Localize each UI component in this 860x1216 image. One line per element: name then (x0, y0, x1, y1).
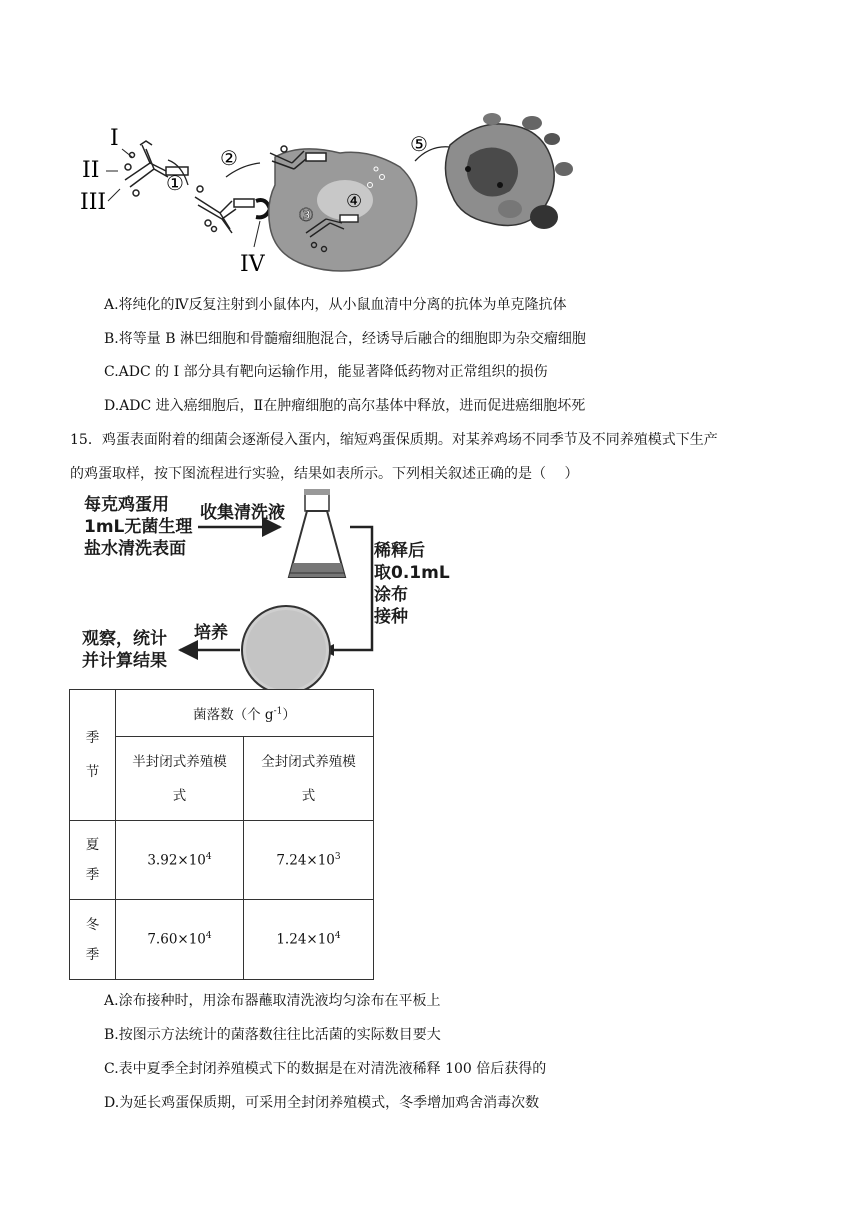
season-cell: 冬 季 (70, 900, 116, 980)
value-cell: $7.60\times 10^4$ (116, 900, 244, 980)
leader-line (108, 189, 120, 201)
option-b: B.将等量 B 淋巴细胞和骨髓瘤细胞混合，经诱导后融合的细胞即为杂交瘤细胞 (104, 331, 586, 347)
flow-step-collect: 收集清洗液 (200, 503, 285, 523)
flow-step-wash: 每克鸡蛋用 1mL无菌生理 盐水清洗表面 (84, 495, 193, 559)
step-1-label: ① (166, 171, 184, 195)
colony-count-header: 菌落数（个 $g^{-1}$） (116, 690, 374, 737)
season-cell: 夏 季 (70, 821, 116, 900)
value-cell: $3.92\times 10^4$ (116, 821, 244, 900)
dying-cancer-cell-icon (445, 113, 573, 229)
leader-line (254, 221, 260, 247)
option-a: A.涂布接种时，用涂布器蘸取清洗液均匀涂布在平板上 (104, 993, 441, 1009)
fully-closed-header: 全封闭式养殖模 式 (244, 737, 374, 821)
flow-step-culture: 培养 (194, 623, 228, 643)
option-c: C.表中夏季全封闭养殖模式下的数据是在对清洗液稀释 100 倍后获得的 (104, 1061, 547, 1077)
question-15-stem: 的鸡蛋取样，按下图流程进行实验，结果如表所示。下列相关叙述正确的是（ ） (70, 466, 579, 482)
step-4-label: ④ (346, 191, 363, 212)
table-row (70, 900, 374, 980)
flow-step-observe: 观察，统计 并计算结果 (82, 629, 167, 671)
semi-closed-header: 半封闭式养殖模 式 (116, 737, 244, 821)
label-IV: IV (240, 252, 265, 275)
value-cell: $7.24\times 10^3$ (244, 821, 374, 900)
step-5-label: ⑤ (410, 132, 428, 156)
colony-count-table (69, 689, 374, 980)
option-d: D.ADC 进入癌细胞后，Ⅱ在肿瘤细胞的高尔基体中释放，进而促进癌细胞坏死 (104, 398, 586, 414)
option-d: D.为延长鸡蛋保质期，可采用全封闭养殖模式，冬季增加鸡舍消毒次数 (104, 1095, 540, 1111)
conical-flask-icon (289, 489, 345, 577)
step-3-label: ③ (298, 205, 315, 226)
option-a: A.将纯化的Ⅳ反复注射到小鼠体内，从小鼠血清中分离的抗体为单克隆抗体 (104, 297, 567, 313)
option-c: C.ADC 的 I 部分具有靶向运输作用，能显著降低药物对正常组织的损伤 (104, 364, 548, 380)
adc-antibody-icon (195, 186, 254, 233)
label-III: III (80, 190, 107, 215)
step-2-label: ② (220, 146, 238, 170)
adc-mechanism-diagram (70, 105, 590, 275)
question-15-stem: 15．鸡蛋表面附着的细菌会逐渐侵入蛋内，缩短鸡蛋保质期。对某养鸡场不同季节及不同养殖模式下生产 (70, 432, 718, 448)
organelle-icon (317, 180, 373, 220)
option-b: B.按图示方法统计的菌落数往往比活菌的实际数目要大 (104, 1027, 441, 1043)
experiment-flow-diagram (60, 485, 460, 690)
label-I: I (110, 126, 119, 151)
table-row (70, 821, 374, 900)
label-II: II (82, 158, 100, 183)
flow-step-dilute: 稀释后 取0.1mL 涂布 接种 (374, 541, 450, 627)
season-header: 季 节 (70, 690, 116, 821)
value-cell: $1.24\times 10^4$ (244, 900, 374, 980)
receptor-icon (256, 200, 270, 217)
